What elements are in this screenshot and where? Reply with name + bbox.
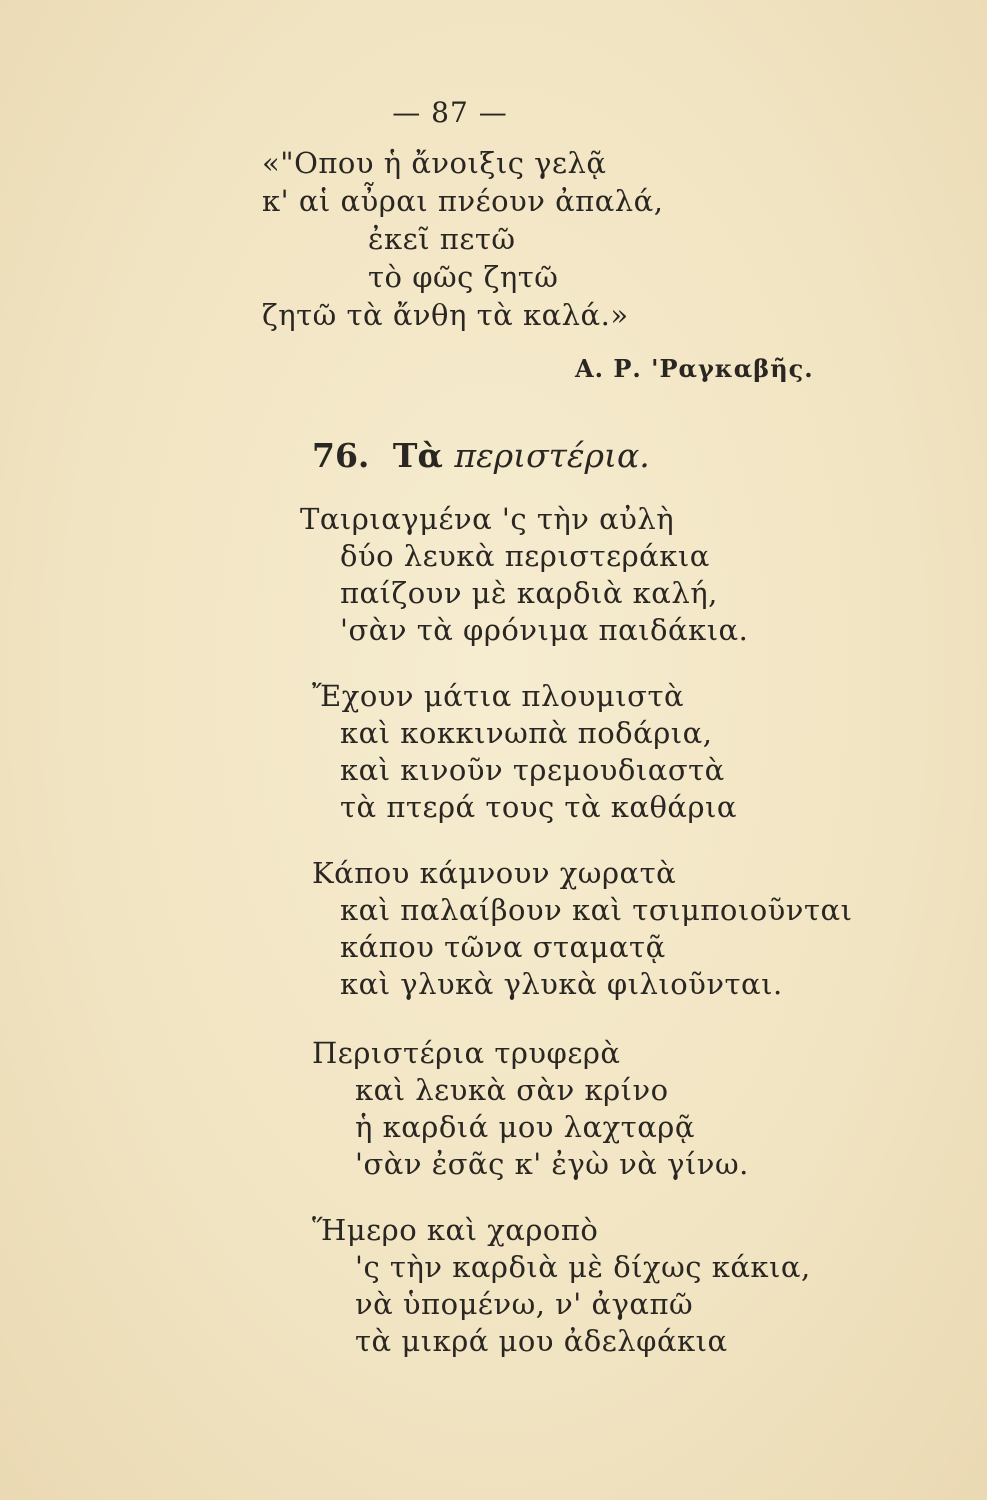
poem-line: Ἔχουν μάτια πλουμιστὰ bbox=[312, 679, 685, 713]
poem-line: τὰ μικρά μου ἀδελφάκια bbox=[355, 1324, 728, 1358]
poem-line: δύο λευκὰ περιστεράκια bbox=[340, 539, 710, 573]
poem-line: Κάπου κάμνουν χωρατὰ bbox=[312, 856, 677, 890]
poem-line: καὶ κινοῦν τρεμουδιαστὰ bbox=[340, 753, 725, 787]
poem-title: περιστέρια. bbox=[454, 436, 650, 475]
poem-line: καὶ παλαίβουν καὶ τσιμποιοῦνται bbox=[340, 893, 853, 927]
poem-line: καὶ γλυκὰ γλυκὰ φιλιοῦνται. bbox=[340, 967, 783, 1001]
poem-line: 'ς τὴν καρδιὰ μὲ δίχως κάκια, bbox=[355, 1250, 811, 1284]
poem-line: Περιστέρια τρυφερὰ bbox=[312, 1036, 621, 1070]
quote-line: τὸ φῶς ζητῶ bbox=[368, 260, 559, 294]
poem-line: Ἥμερο καὶ χαροπὸ bbox=[312, 1213, 599, 1247]
poem-line: καὶ κοκκινωπὰ ποδάρια, bbox=[340, 716, 713, 750]
poem-number: 76. bbox=[312, 436, 370, 475]
poem-line: Ταιριαγμένα 'ς τὴν αὐλὴ bbox=[300, 502, 675, 536]
poem-line: κάπου τῶνα σταματᾷ bbox=[340, 930, 666, 964]
poem-line: 'σὰν τὰ φρόνιμα παιδάκια. bbox=[340, 613, 749, 647]
quote-line: «"Οπου ἡ ἄνοιξις γελᾷ bbox=[262, 146, 607, 180]
poem-line: τὰ πτερά τους τὰ καθάρια bbox=[340, 790, 738, 824]
quote-line: κ' αἱ αὖραι πνέουν ἀπαλά, bbox=[262, 184, 664, 218]
page-number: — 87 — bbox=[392, 96, 508, 129]
poem-line: ἡ καρδιά μου λαχταρᾷ bbox=[355, 1110, 695, 1144]
poem-heading bbox=[312, 436, 650, 475]
quote-line: ζητῶ τὰ ἄνθη τὰ καλά.» bbox=[262, 298, 629, 332]
poem-line: νὰ ὑπομένω, ν' ἀγαπῶ bbox=[355, 1287, 694, 1321]
poem-title-article: Τὰ bbox=[392, 436, 443, 475]
quote-attribution: Α. Ρ. 'Ραγκαβῆς. bbox=[575, 354, 814, 383]
poem-line: καὶ λευκὰ σὰν κρίνο bbox=[355, 1073, 669, 1107]
poem-line: 'σὰν ἐσᾶς κ' ἐγὼ νὰ γίνω. bbox=[355, 1147, 749, 1181]
poem-line: παίζουν μὲ καρδιὰ καλή, bbox=[340, 576, 718, 610]
quote-line: ἐκεῖ πετῶ bbox=[368, 222, 516, 256]
